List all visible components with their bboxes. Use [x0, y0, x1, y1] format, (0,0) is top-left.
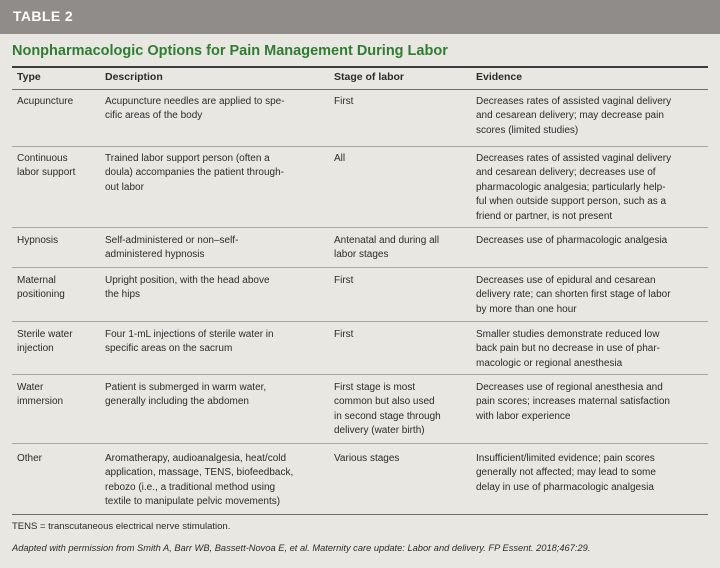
cell-type: Continuous labor support: [17, 153, 76, 179]
header-description: Description: [105, 71, 163, 83]
cell-evidence: Decreases rates of assisted vaginal delivery and cesarean delivery; may decrease pain scores (limited studies): [476, 96, 672, 136]
cell-type: Hypnosis: [17, 235, 59, 246]
table-row: [12, 268, 708, 322]
header-type: Type: [17, 71, 41, 83]
table-header-row: [12, 66, 708, 90]
header-evidence: Evidence: [476, 71, 523, 83]
cell-evidence: Decreases use of regional anesthesia and pain scores; increases maternal satisfaction with labor experience: [476, 382, 670, 422]
cell-stage: Antenatal and during all labor stages: [334, 235, 440, 261]
cell-evidence: Insufficient/limited evidence; pain scores generally not affected; may lead to some delay in use of pharmacologic analgesia: [476, 453, 656, 493]
cell-description: Aromatherapy, audioanalgesia, heat/cold application, massage, TENS, biofeedback, rebozo (i.e., a traditional method using textile to manipulate pelvic movements): [105, 453, 294, 508]
table-row: [12, 322, 708, 375]
cell-description: Acupuncture needles are applied to spe- cific areas of the body: [105, 96, 285, 122]
table-label: TABLE 2: [13, 8, 74, 24]
cell-evidence: Decreases use of pharmacologic analgesia: [476, 235, 668, 246]
table-row: [12, 375, 708, 444]
cell-evidence: Decreases use of epidural and cesarean delivery rate; can shorten first stage of labor by more than one hour: [476, 275, 671, 315]
cell-description: Upright position, with the head above the hips: [105, 275, 270, 301]
cell-stage: All: [334, 153, 346, 164]
table-banner: [0, 0, 720, 34]
cell-description: Self-administered or non–self- administered hypnosis: [105, 235, 239, 261]
cell-description: Four 1-mL injections of sterile water in specific areas on the sacrum: [105, 329, 274, 355]
cell-type: Sterile water injection: [17, 329, 73, 355]
cell-stage: Various stages: [334, 453, 400, 464]
table-row: [12, 147, 708, 228]
table-row: [12, 228, 708, 268]
cell-type: Acupuncture: [17, 96, 74, 107]
header-stage: Stage of labor: [334, 71, 405, 83]
cell-type: Maternal positioning: [17, 275, 65, 301]
cell-stage: First stage is most common but also used in second stage through delivery (water birth): [334, 382, 441, 437]
source-credit: Adapted with permission from Smith A, Barr WB, Bassett-Novoa E, et al. Maternity care update: Labor and delivery. FP Essent. 2018;467:29.: [12, 543, 591, 553]
cell-description: Patient is submerged in warm water, generally including the abdomen: [105, 382, 267, 408]
table-title: Nonpharmacologic Options for Pain Management During Labor: [12, 43, 448, 59]
cell-description: Trained labor support person (often a doula) accompanies the patient through- out labor: [105, 153, 285, 193]
cell-type: Water immersion: [17, 382, 64, 408]
table-footnote: TENS = transcutaneous electrical nerve stimulation.: [12, 521, 231, 532]
cell-stage: First: [334, 96, 354, 107]
cell-stage: First: [334, 329, 354, 340]
cell-stage: First: [334, 275, 354, 286]
table-row: [12, 88, 708, 147]
cell-evidence: Smaller studies demonstrate reduced low back pain but no decrease in use of phar- macologic or regional anesthesia: [476, 329, 661, 369]
table-row: [12, 444, 708, 515]
cell-type: Other: [17, 453, 43, 464]
cell-evidence: Decreases rates of assisted vaginal delivery and cesarean delivery; decreases use of pharmacologic analgesia; particularly help- ful when outside support person, such as a friend or partner, is not present: [476, 153, 672, 222]
